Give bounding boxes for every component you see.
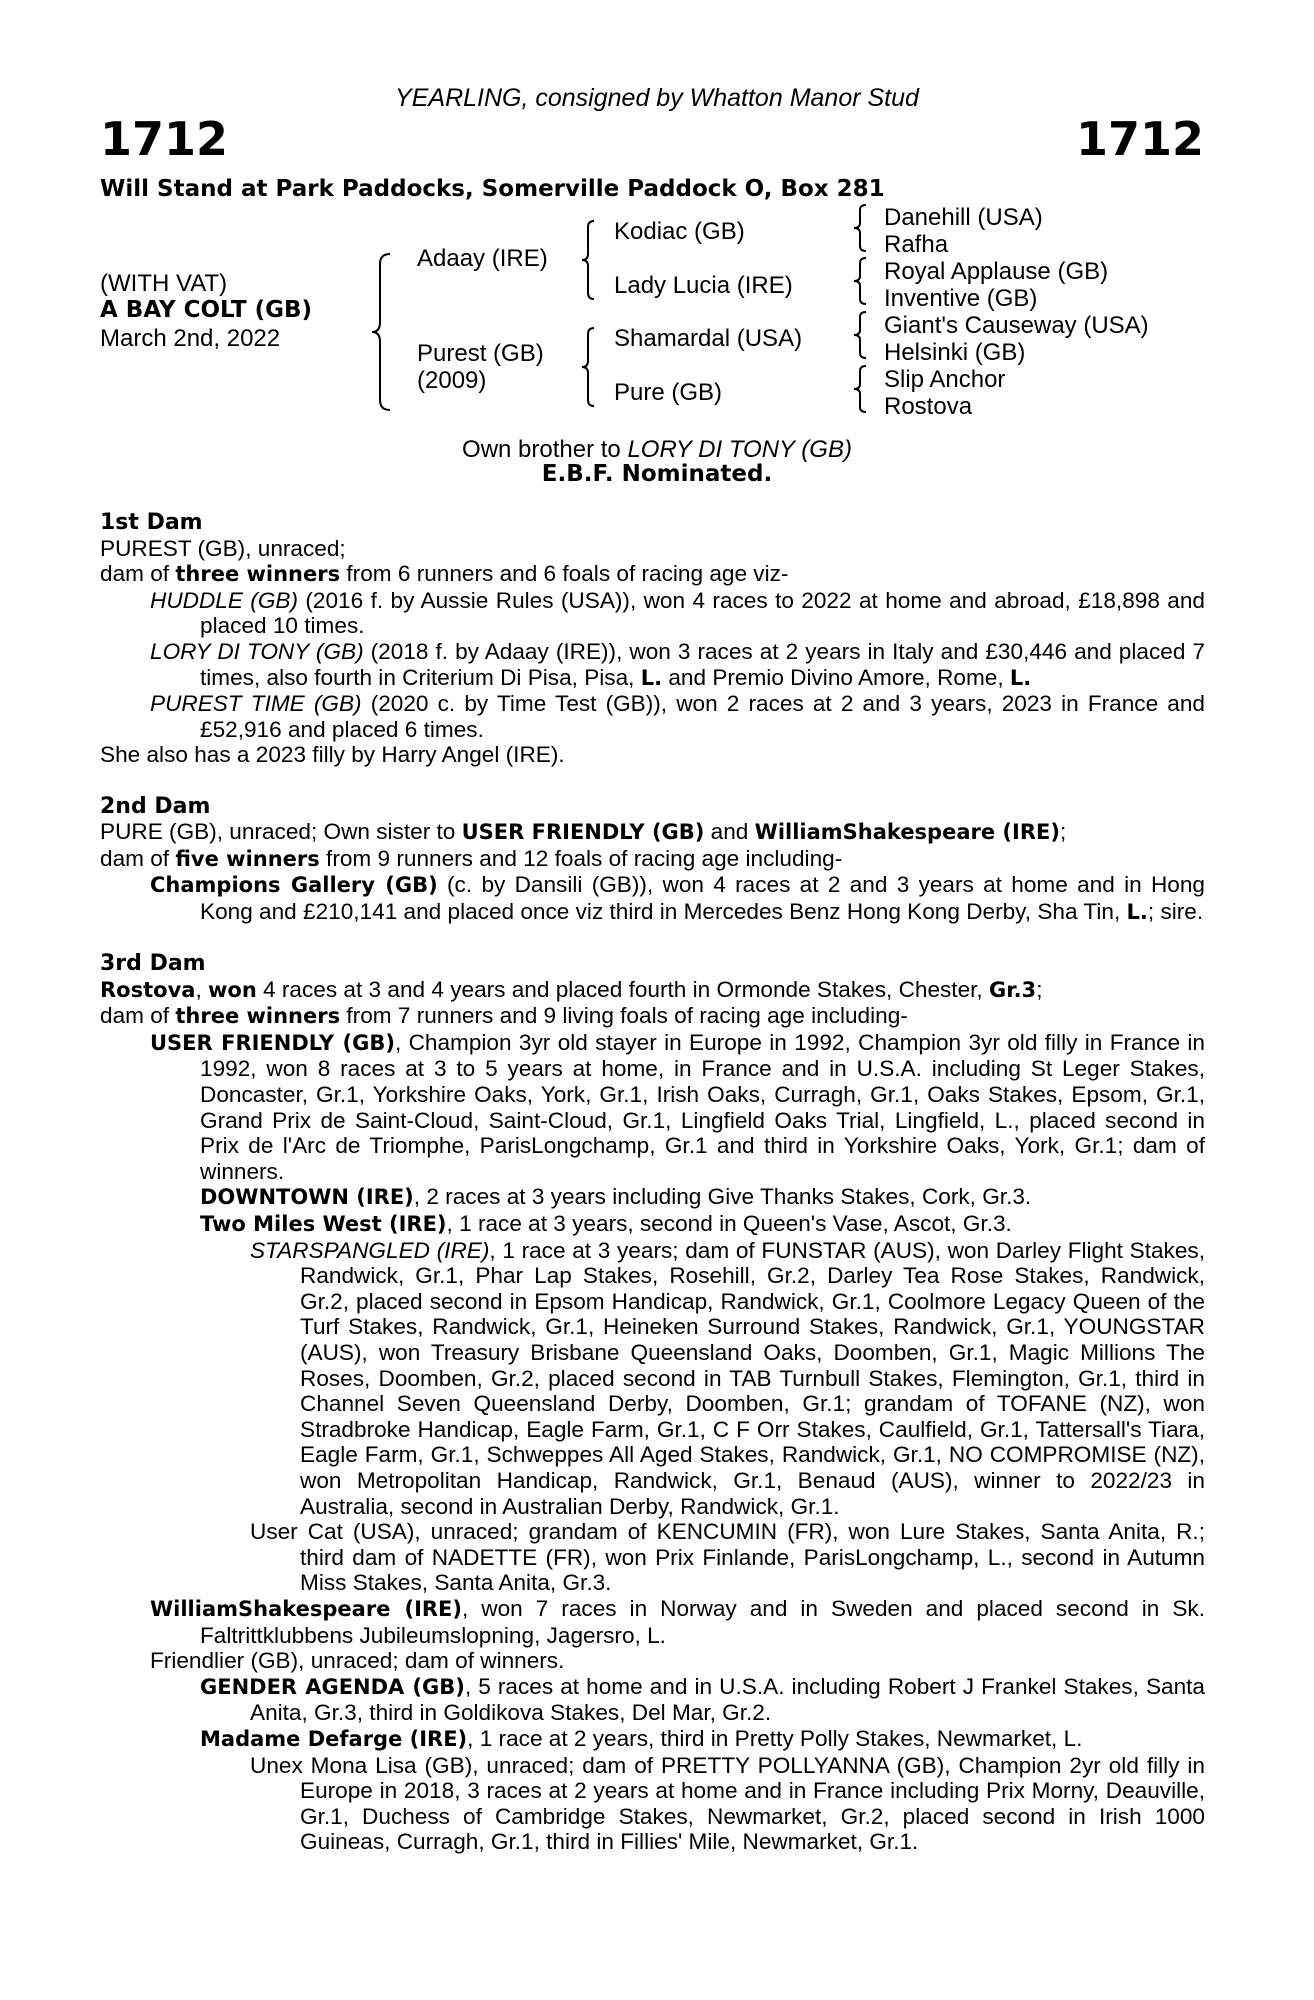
dam-dam-dam: Rostova	[884, 393, 973, 420]
sire: Adaay (IRE)	[417, 245, 548, 272]
sale-type: YEARLING, consigned by Whatton Manor Stud	[395, 84, 919, 112]
third-dam-produce: dam of three winners from 7 runners and 9 living foals of racing age including-	[100, 1003, 908, 1029]
pedigree-brace-ss	[850, 203, 872, 253]
produce-friendlier: Friendlier (GB), unraced; dam of winners.	[150, 1648, 565, 1674]
sire-sire-sire: Danehill (USA)	[884, 204, 1043, 231]
produce-starspangled: STARSPANGLED (IRE), 1 race at 3 years; dam of FUNSTAR (AUS), won Darley Flight Stakes, Randwick, Gr.1, Phar Lap Stakes, Rosehill, Gr.2, Darley Tea Rose Stakes, Randwick, Gr.2, placed second in Epsom Handicap, Randwick, Gr.1, Coolmore Legacy Queen of the Turf Stakes, Randwick, Gr.1, Heineken Surround Stakes, Randwick, Gr.1, YOUNGSTAR (AUS), won Treasury Brisbane Queensland Oaks, Doomben, Gr.1, Magic Millions The Roses, Doomben, Gr.2, placed second in TAB Turnbull Stakes, Flemington, Gr.1, third in Channel Seven Queensland Derby, Doomben, Gr.1; grandam of TOFANE (NZ), won Stradbroke Handicap, Eagle Farm, Gr.1, C F Orr Stakes, Caulfield, Gr.1, Tattersall's Tiara, Eagle Farm, Gr.1, Schweppes All Aged Stakes, Randwick, Gr.1, NO COMPROMISE (NZ), won Metropolitan Handicap, Randwick, Gr.1, Benaud (AUS), winner to 2022/23 in Australia, second in Australian Derby, Randwick, Gr.1.	[250, 1237, 1205, 1519]
pedigree-brace-dam	[578, 326, 600, 408]
stand-location: Will Stand at Park Paddocks, Somerville Paddock O, Box 281	[100, 176, 885, 202]
second-dam-intro: PURE (GB), unraced; Own sister to USER FRIENDLY (GB) and WilliamShakespeare (IRE);	[100, 819, 1067, 845]
produce-unex-mona-lisa: Unex Mona Lisa (GB), unraced; dam of PRETTY POLLYANNA (GB), Champion 2yr old filly in Europe in 2018, 3 races at 2 years at home and in France including Prix Morny, Deauville, Gr.1, Duchess of Cambridge Stakes, Newmarket, Gr.2, placed second in Irish 1000 Guineas, Curragh, Gr.1, third in Fillies' Mile, Newmarket, Gr.1.	[250, 1752, 1205, 1855]
horse-name: A BAY COLT (GB)	[100, 297, 313, 323]
pedigree-brace-sd	[850, 256, 872, 306]
produce-gender-agenda: GENDER AGENDA (GB), 5 races at home and in U.S.A. including Robert J Frankel Stakes, Santa Anita, Gr.3, third in Goldikova Stakes, Del Mar, Gr.2.	[200, 1673, 1205, 1726]
produce-williamshakespeare: WilliamShakespeare (IRE), won 7 races in Norway and in Sweden and placed second in Sk. Faltrittklubbens Jubileumslopning, Jagersro, L.	[150, 1595, 1206, 1648]
first-dam-intro: PUREST (GB), unraced;	[100, 535, 346, 561]
foaling-date: March 2nd, 2022	[100, 325, 281, 352]
own-brother-note: Own brother to LORY DI TONY (GB)	[462, 436, 852, 463]
produce-champions-gallery: Champions Gallery (GB) (c. by Dansili (GB)), won 4 races at 2 and 3 years at home and in Hong Kong and £210,141 and placed once viz third in Mercedes Benz Hong Kong Derby, Sha Tin, L.; sire.	[150, 872, 1205, 924]
catalogue-body	[100, 510, 1205, 1855]
pedigree-brace-main	[370, 252, 400, 412]
first-dam-heading: 1st Dam	[100, 510, 203, 535]
pedigree-brace-ds	[850, 310, 872, 360]
pedigree-brace-dd	[850, 364, 872, 414]
third-dam-heading: 3rd Dam	[100, 951, 206, 977]
produce-two-miles-west: Two Miles West (IRE), 1 race at 3 years, second in Queen's Vase, Ascot, Gr.3.	[200, 1211, 1012, 1237]
third-dam-intro: Rostova, won 4 races at 3 and 4 years and placed fourth in Ormonde Stakes, Chester, Gr.3;	[100, 976, 1043, 1002]
dam-sire-sire: Giant's Causeway (USA)	[884, 312, 1149, 339]
lot-number-left: 1712	[100, 112, 229, 166]
vat-note: (WITH VAT)	[100, 270, 228, 297]
produce-madame-defarge: Madame Defarge (IRE), 1 race at 2 years, third in Pretty Polly Stakes, Newmarket, L.	[200, 1725, 1083, 1751]
ebf-nominated: E.B.F. Nominated.	[541, 461, 773, 487]
produce-lory-di-tony: LORY DI TONY (GB) (2018 f. by Adaay (IRE)), won 3 races at 2 years in Italy and £30,446 and placed 7 times, also fourth in Criterium Di Pisa, Pisa, L. and Premio Divino Amore, Rome, L.	[150, 638, 1205, 690]
produce-huddle: HUDDLE (GB) (2016 f. by Aussie Rules (USA)), won 4 races to 2022 at home and abroad, £18,898 and placed 10 times.	[150, 587, 1205, 639]
dam-sire-dam: Helsinki (GB)	[884, 339, 1026, 366]
dam: Purest (GB)	[417, 340, 544, 367]
dam-year: (2009)	[417, 367, 487, 394]
sire-sire-dam: Rafha	[884, 231, 949, 258]
produce-downtown: DOWNTOWN (IRE), 2 races at 3 years including Give Thanks Stakes, Cork, Gr.3.	[200, 1184, 1032, 1210]
dam-dam-sire: Slip Anchor	[884, 366, 1006, 393]
dam-dam: Pure (GB)	[614, 379, 723, 406]
first-dam-filly: She also has a 2023 filly by Harry Angel (IRE).	[100, 742, 565, 768]
sire-dam-sire: Royal Applause (GB)	[884, 258, 1109, 285]
first-dam-produce: dam of three winners from 6 runners and 6 foals of racing age viz-	[100, 561, 789, 587]
second-dam-heading: 2nd Dam	[100, 793, 211, 819]
sire-sire: Kodiac (GB)	[614, 218, 745, 245]
produce-purest-time: PUREST TIME (GB) (2020 c. by Time Test (GB)), won 2 races at 2 and 3 years, 2023 in France and £52,916 and placed 6 times.	[150, 691, 1205, 742]
produce-user-friendly: USER FRIENDLY (GB), Champion 3yr old stayer in Europe in 1992, Champion 3yr old filly in France in 1992, won 8 races at 3 to 5 years at home, in France and in U.S.A. including St Leger Stakes, Doncaster, Gr.1, Yorkshire Oaks, York, Gr.1, Irish Oaks, Curragh, Gr.1, Oaks Stakes, Epsom, Gr.1, Grand Prix de Saint-Cloud, Saint-Cloud, Gr.1, Lingfield Oaks Trial, Lingfield, L., placed second in Prix de l'Arc de Triomphe, ParisLongchamp, Gr.1 and third in Yorkshire Oaks, York, Gr.1; dam of winners.	[150, 1029, 1205, 1184]
pedigree-brace-sire	[578, 219, 600, 301]
dam-sire: Shamardal (USA)	[614, 325, 803, 352]
sire-dam: Lady Lucia (IRE)	[614, 272, 793, 299]
second-dam-produce: dam of five winners from 9 runners and 12 foals of racing age including-	[100, 845, 843, 871]
produce-user-cat: User Cat (USA), unraced; grandam of KENCUMIN (FR), won Lure Stakes, Santa Anita, R.; third dam of NADETTE (FR), won Prix Finlande, ParisLongchamp, L., second in Autumn Miss Stakes, Santa Anita, Gr.3.	[250, 1519, 1205, 1596]
sire-dam-dam: Inventive (GB)	[884, 285, 1038, 312]
lot-number-right: 1712	[1075, 112, 1204, 166]
